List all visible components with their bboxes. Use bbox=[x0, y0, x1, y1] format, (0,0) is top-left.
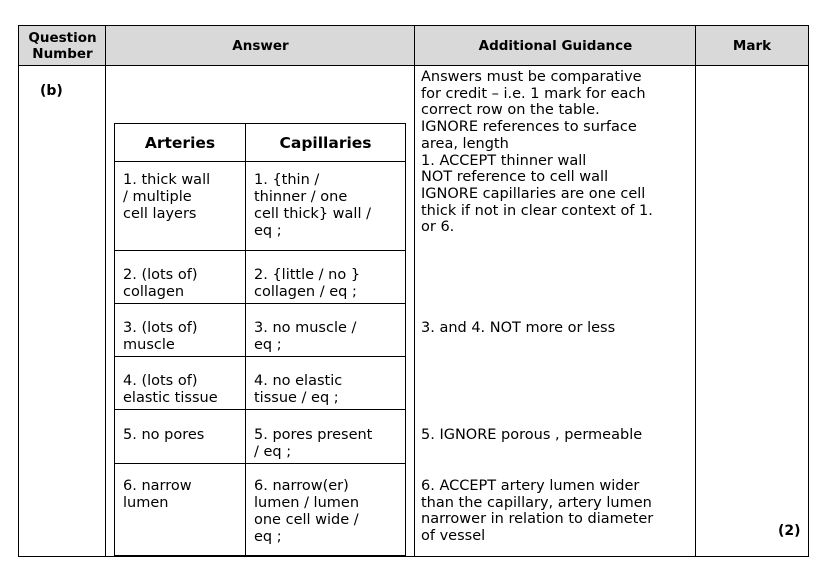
inner-header-border bbox=[114, 161, 406, 162]
guidance-block-4: 6. ACCEPT artery lumen wider than the capillary, artery lumen narrower in relation to diameter of vessel bbox=[421, 478, 654, 545]
capillaries-cell-2: 2. {little / no } collagen / eq ; bbox=[254, 267, 361, 300]
inner-row-border-1 bbox=[114, 250, 406, 251]
header-mark: Mark bbox=[696, 26, 808, 66]
outer-col-divider-3 bbox=[695, 25, 696, 557]
capillaries-cell-3: 3. no muscle / eq ; bbox=[254, 320, 357, 353]
capillaries-cell-6: 6. narrow(er) lumen / lumen one cell wide / eq ; bbox=[254, 478, 360, 545]
header-additional-guidance: Additional Guidance bbox=[415, 26, 696, 66]
outer-left-border bbox=[18, 25, 19, 557]
arteries-cell-6: 6. narrow lumen bbox=[123, 478, 192, 511]
arteries-cell-2: 2. (lots of) collagen bbox=[123, 267, 198, 300]
inner-row-border-3 bbox=[114, 356, 406, 357]
guidance-block-1: Answers must be comparative for credit – i.e. 1 mark for each correct row on the table. IGNORE references to surface area, length 1. ACCEPT thinner wall NOT reference to cell wall IGNORE capillaries are one cell thick if not in clear context of 1. or 6. bbox=[421, 69, 653, 236]
header-answer: Answer bbox=[106, 26, 415, 66]
arteries-cell-5: 5. no pores bbox=[123, 427, 205, 443]
arteries-cell-4: 4. (lots of) elastic tissue bbox=[123, 373, 218, 406]
inner-header-arteries: Arteries bbox=[144, 134, 216, 152]
outer-right-border bbox=[808, 25, 809, 557]
capillaries-cell-5: 5. pores present / eq ; bbox=[254, 427, 373, 460]
header-question-number: Question Number bbox=[19, 26, 106, 66]
inner-row-border-5 bbox=[114, 463, 406, 464]
inner-col-divider bbox=[245, 123, 246, 556]
inner-row-border-2 bbox=[114, 303, 406, 304]
inner-bottom-border bbox=[114, 555, 406, 556]
inner-left-border bbox=[114, 123, 115, 556]
inner-header-capillaries: Capillaries bbox=[279, 134, 372, 152]
inner-row-border-4 bbox=[114, 409, 406, 410]
mark-value: (2) bbox=[778, 523, 801, 539]
outer-col-divider-1 bbox=[105, 25, 106, 557]
arteries-cell-1: 1. thick wall / multiple cell layers bbox=[123, 172, 211, 222]
capillaries-cell-1: 1. {thin / thinner / one cell thick} wall / eq ; bbox=[254, 172, 371, 239]
outer-col-divider-2 bbox=[414, 25, 415, 557]
capillaries-cell-4: 4. no elastic tissue / eq ; bbox=[254, 373, 343, 406]
inner-top-border bbox=[114, 123, 406, 124]
inner-right-border bbox=[405, 123, 406, 556]
guidance-block-2: 3. and 4. NOT more or less bbox=[421, 320, 616, 336]
guidance-block-3: 5. IGNORE porous , permeable bbox=[421, 427, 643, 443]
question-part-label: (b) bbox=[40, 83, 63, 99]
arteries-cell-3: 3. (lots of) muscle bbox=[123, 320, 198, 353]
